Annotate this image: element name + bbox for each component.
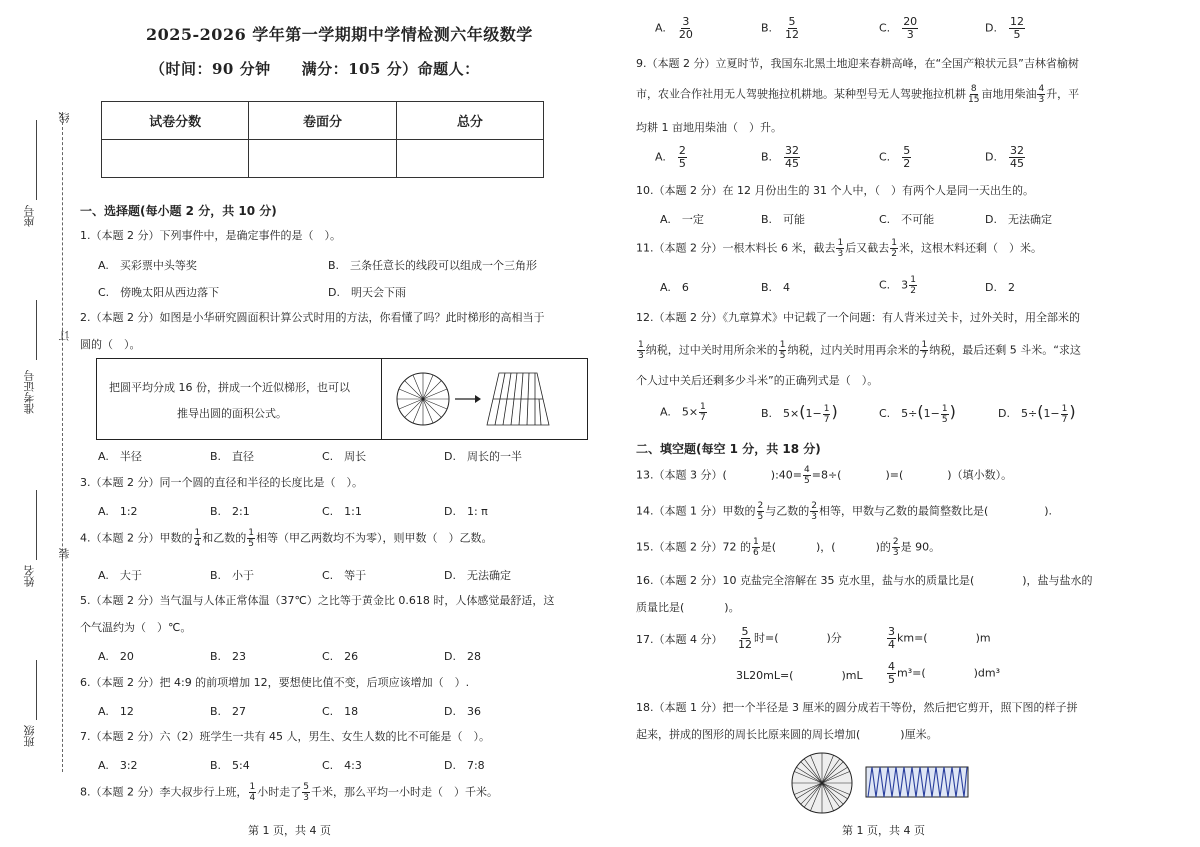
q10-option-b[interactable]: B. 可能: [761, 213, 806, 226]
q13-text-s3: )=(: [885, 468, 904, 482]
q9-stem-line3: 均耕 1 亩地用柴油（ ）升。: [636, 121, 782, 134]
q11-stem: [636, 238, 1042, 259]
q8-option-c[interactable]: [879, 16, 919, 41]
q8-option-a-letter: A.: [655, 21, 666, 35]
q12-option-b[interactable]: B. 5×(1− $\frac{1}{7}$ ): [761, 402, 838, 425]
q12-text-b: 纳税，过内关时用再余米的: [787, 343, 920, 357]
q11-frac2-num: 1: [891, 238, 897, 248]
q10-option-a[interactable]: A. 一定: [660, 213, 704, 226]
q8-option-c-letter: C.: [879, 21, 891, 35]
q15-text-mid2: )，(: [816, 540, 836, 554]
q15-text-post: 是 90。: [900, 540, 941, 554]
q11-frac2-den: 2: [891, 249, 897, 259]
q9-option-d-den: 45: [1009, 157, 1024, 170]
q15-text-mid3: )的: [875, 540, 891, 554]
q7-option-c[interactable]: C. 4:3: [322, 759, 362, 772]
q4-frac1-den: 4: [194, 539, 201, 549]
q3-option-c[interactable]: C. 1:1: [322, 505, 362, 518]
q7-option-b[interactable]: B. 5:4: [210, 759, 250, 772]
q9-option-b-num: 32: [785, 144, 800, 157]
q17-label: 17.（本题 4 分）: [636, 633, 723, 646]
q9-option-b[interactable]: [761, 145, 801, 170]
q13-text-s2: =8÷(: [811, 468, 842, 482]
q17-item-3: [736, 669, 863, 683]
q8-option-a-num: 3: [682, 15, 690, 28]
q12-option-b-den: 7: [823, 414, 830, 425]
q11-option-a[interactable]: A. 6: [660, 281, 689, 294]
q13-text-s4: )（填小数）。: [947, 468, 1013, 482]
q4-option-d[interactable]: D. 无法确定: [444, 569, 511, 582]
divided-circle-icon: [792, 753, 852, 813]
q3-stem: 3.（本题 2 分）同一个圆的直径和半径的长度比是（ ）。: [80, 476, 363, 489]
q9-stem-line2: [636, 84, 1079, 105]
q17-item-4: [886, 661, 1000, 686]
q12-option-c-num: 1: [941, 403, 948, 414]
margin-mark-xian: 线: [58, 112, 71, 123]
q12-option-a-num: 1: [700, 402, 706, 412]
score-cell-total[interactable]: [396, 140, 543, 178]
q17-item-1: [736, 626, 842, 651]
q17-item-2: [886, 626, 991, 651]
q16-stem-line2: [636, 601, 740, 615]
q11-text-mid: 后又截去: [845, 241, 890, 255]
q2-figure-box: [96, 358, 588, 440]
q8-text-pre: 8.（本题 2 分）李大叔步行上班，: [80, 785, 248, 799]
q14-text-pre: 14.（本题 1 分）甲数的: [636, 504, 756, 518]
q14-text-end: ).: [1044, 504, 1053, 518]
q11-option-d[interactable]: D. 2: [985, 281, 1015, 294]
q9-text-mid: 亩地用柴油: [981, 87, 1037, 101]
q9-option-d-num: 32: [1009, 144, 1024, 157]
q9-option-a-letter: A.: [655, 150, 666, 164]
q8-option-d[interactable]: [985, 16, 1026, 41]
seat-label: 座号: [23, 205, 36, 227]
q1-option-a[interactable]: A. 买彩票中头等奖: [98, 259, 197, 272]
score-header-paper: 试卷分数: [102, 102, 249, 140]
q1-option-b[interactable]: B. 三条任意长的线段可以组成一个三角形: [328, 259, 538, 272]
q16-text-a: 16.（本题 2 分）10 克盐完全溶解在 35 克水里，盐与水的质量比是(: [636, 574, 975, 587]
q12-option-d-paren-open: (: [1037, 402, 1044, 421]
q15-frac2-num: 2: [892, 537, 899, 547]
margin-mark-zhuang: 装: [58, 548, 71, 559]
q8-frac1-num: 1: [249, 782, 256, 792]
q11-frac1-num: 1: [837, 238, 844, 248]
q3-option-b[interactable]: B. 2:1: [210, 505, 250, 518]
q16-stem-line1: [636, 574, 1093, 588]
q12-option-a-text: A. 5×: [660, 405, 699, 419]
q2-description-cell: [97, 359, 382, 439]
q12-option-a[interactable]: [660, 402, 708, 423]
q16-text-d: )。: [724, 601, 740, 614]
q14-stem: [636, 501, 1052, 522]
q8-option-a-den: 20: [678, 28, 693, 41]
q4-frac2-den: 5: [248, 539, 254, 549]
q13-frac-num: 4: [804, 465, 810, 475]
q9-option-c-letter: C.: [879, 150, 891, 164]
q17-text-1b: )分: [826, 631, 842, 645]
q18-illustration: [788, 752, 978, 816]
q11-option-c-num: 1: [910, 275, 916, 285]
q4-text-mid: 和乙数的: [202, 531, 247, 545]
q12-option-d-paren-close: ): [1069, 402, 1076, 421]
q9-text-pre: 市，农业合作社用无人驾驶拖拉机耕地。某种型号无人驾驶拖拉机耕: [636, 87, 966, 101]
q17-frac1-num: 5: [741, 625, 749, 638]
q9-option-b-letter: B.: [761, 150, 773, 164]
seat-underline[interactable]: [36, 120, 37, 200]
q8-option-b-den: 12: [785, 28, 800, 41]
q8-option-b-letter: B.: [761, 21, 773, 35]
q9-stem-line1: 9.（本题 2 分）立夏时节，我国东北黑土地迎来春耕高峰，在“全国产粮状元县”吉林省榆树: [636, 57, 1079, 70]
q14-frac1-num: 2: [757, 501, 764, 511]
q12-option-c-paren-close: ): [949, 402, 956, 421]
section-1-title: 一、选择题(每小题 2 分，共 10 分): [80, 204, 277, 218]
class-underline[interactable]: [36, 660, 37, 720]
divided-circle-icon: [397, 373, 449, 425]
q2-option-c[interactable]: C. 周长: [322, 450, 367, 463]
q12-option-c[interactable]: C. 5÷(1− $\frac{1}{5}$ ): [879, 402, 956, 425]
exam-subtitle: （时间：90 分钟 满分：105 分）命题人：: [150, 60, 480, 78]
q5-option-c[interactable]: C. 26: [322, 650, 359, 663]
q8-frac2-den: 3: [303, 793, 309, 803]
footer-page-right: 第 1 页，共 4 页: [842, 824, 925, 837]
q12-frac2-num: 1: [779, 340, 786, 350]
name-underline[interactable]: [36, 490, 37, 560]
q7-option-d[interactable]: D. 7:8: [444, 759, 485, 772]
q8-option-c-den: 3: [906, 28, 914, 41]
q12-frac3-num: 1: [921, 340, 928, 350]
q6-option-b[interactable]: B. 27: [210, 705, 247, 718]
q17-text-1a: 时=(: [754, 631, 779, 645]
q17-text-2d: )dm³: [973, 666, 1001, 680]
q5-stem-line2: 个气温约为（ ）℃。: [80, 621, 192, 634]
q12-option-b-num: 1: [823, 403, 830, 414]
q2-option-d[interactable]: D. 周长的一半: [444, 450, 522, 463]
q9-frac1-den: 15: [968, 95, 980, 105]
q17-text-1c: km=(: [897, 631, 928, 645]
q4-frac1-num: 1: [194, 528, 201, 538]
q4-text-pre: 4.（本题 2 分）甲数的: [80, 531, 193, 545]
q9-option-c-num: 5: [903, 144, 911, 157]
q15-frac1-den: 6: [752, 548, 759, 558]
q12-option-b-paren-close: ): [831, 402, 838, 421]
q8-option-d-letter: D.: [985, 21, 997, 35]
q14-frac2-den: 3: [811, 512, 817, 522]
q4-option-a[interactable]: A. 大于: [98, 569, 142, 582]
score-cell-paper[interactable]: [102, 140, 249, 178]
q12-text-c: 纳税，最后还剩 5 斗米。“求这: [929, 343, 1081, 357]
q17-frac3-num: 4: [888, 660, 895, 673]
q4-frac2-num: 1: [248, 528, 254, 538]
q5-option-d[interactable]: D. 28: [444, 650, 481, 663]
q17-frac3-den: 5: [888, 673, 895, 686]
footer-page-left: 第 1 页，共 4 页: [248, 824, 331, 837]
q11-text-pre: 11.（本题 2 分）一根木料长 6 米，截去: [636, 241, 836, 255]
score-cell-neatness[interactable]: [249, 140, 396, 178]
q1-option-d[interactable]: D. 明天会下雨: [328, 286, 406, 299]
q11-option-c-text: C. 3: [879, 278, 909, 292]
q18-stem-line1: 18.（本题 1 分）把一个半径是 3 厘米的圆分成若干等份，然后把它剪开，照下图的样子拼: [636, 701, 1078, 714]
q8-option-b[interactable]: [761, 16, 801, 41]
q12-option-d-den: 7: [1061, 414, 1068, 425]
q13-stem: [636, 465, 1012, 486]
exam-title: 2025-2026 学年第一学期期中学情检测六年级数学: [146, 25, 533, 44]
q11-option-c[interactable]: [879, 275, 918, 296]
q14-frac2-num: 2: [811, 501, 817, 511]
q12-option-c-paren-open: (: [917, 402, 924, 421]
q4-option-b[interactable]: B. 小于: [210, 569, 255, 582]
q9-option-d-letter: D.: [985, 150, 997, 164]
exam-id-underline[interactable]: [36, 300, 37, 360]
q15-frac2-den: 3: [892, 548, 899, 558]
q8-option-c-num: 20: [903, 15, 918, 28]
q8-option-d-den: 5: [1013, 28, 1021, 41]
q10-option-d[interactable]: D. 无法确定: [985, 213, 1052, 226]
q3-option-a[interactable]: A. 1:2: [98, 505, 138, 518]
q9-option-c[interactable]: [879, 145, 912, 170]
rearranged-rectangle-icon: [866, 767, 968, 797]
margin-mark-ding: 订: [58, 330, 71, 341]
q2-box-line1: 把圆平均分成 16 份，拼成一个近似梯形，也可以: [109, 381, 350, 394]
q11-option-b[interactable]: B. 4: [761, 281, 791, 294]
q10-option-c[interactable]: C. 不可能: [879, 213, 935, 226]
q17-text-2b: )mL: [841, 669, 863, 682]
q17-frac2-den: 4: [888, 638, 895, 651]
q15-stem: [636, 537, 940, 558]
q12-frac1-den: 3: [638, 351, 644, 361]
q8-frac1-den: 4: [249, 793, 256, 803]
q8-text-mid: 小时走了: [257, 785, 302, 799]
q14-text-mid: 与乙数的: [765, 504, 810, 518]
q6-stem: 6.（本题 2 分）把 4:9 的前项增加 12，要想使比值不变，后项应该增加（ ）.: [80, 676, 470, 689]
q8-option-a[interactable]: [655, 16, 695, 41]
q5-option-a[interactable]: A. 20: [98, 650, 134, 663]
q14-text-post: 相等，甲数与乙数的最简整数比是(: [818, 504, 989, 518]
arrow-right-icon: [455, 395, 481, 403]
q15-text-mid: 是(: [760, 540, 777, 554]
q8-text-post: 千米，那么平均一小时走（ ）千米。: [310, 785, 498, 799]
q7-option-a[interactable]: A. 3:2: [98, 759, 138, 772]
q13-frac-den: 5: [804, 476, 810, 486]
q9-text-post: 升，平: [1046, 87, 1080, 101]
q12-option-b-text: B. 5×: [761, 407, 800, 420]
q7-stem: 7.（本题 2 分）六（2）班学生一共有 45 人，男生、女生人数的比不可能是（ ）。: [80, 730, 490, 743]
q17-frac2-num: 3: [888, 625, 895, 638]
score-header-total: 总分: [396, 102, 543, 140]
q9-option-c-den: 2: [903, 157, 911, 170]
q8-frac2-num: 5: [303, 782, 309, 792]
section-2-title: 二、填空题(每空 1 分，共 18 分): [636, 442, 821, 456]
q12-option-a-den: 7: [700, 413, 706, 423]
q12-option-d[interactable]: D. 5÷(1− $\frac{1}{7}$ ): [998, 402, 1076, 425]
q10-stem: 10.（本题 2 分）在 12 月份出生的 31 个人中，（ ）有两个人是同一天出生的。: [636, 184, 1034, 197]
q12-stem-line1: 12.（本题 2 分）《九章算术》中记载了一个问题：有人背米过关卡，过外关时，用全部米的: [636, 311, 1080, 324]
class-label: 班级: [23, 725, 36, 747]
score-header-neatness: 卷面分: [249, 102, 396, 140]
q9-option-a-den: 5: [678, 157, 686, 170]
score-table: [101, 101, 544, 178]
q12-option-b-paren-open: (: [799, 402, 806, 421]
q2-option-a[interactable]: A. 半径: [98, 450, 142, 463]
q16-text-b: )，盐与盐水的: [1022, 574, 1093, 587]
q9-frac2-num: 4: [1038, 84, 1045, 94]
q13-text-s1: ):40=: [770, 468, 802, 482]
exam-id-label: 准考证号: [23, 370, 36, 414]
q9-option-a[interactable]: [655, 145, 688, 170]
binding-dashed-line: [62, 112, 63, 772]
q1-stem: 1.（本题 2 分）下列事件中，是确定事件的是（ ）。: [80, 229, 341, 242]
q6-option-a[interactable]: A. 12: [98, 705, 134, 718]
q15-text-pre: 15.（本题 2 分）72 的: [636, 540, 751, 554]
q17-text-1d: )m: [975, 631, 991, 645]
q11-option-c-den: 2: [910, 286, 916, 296]
q16-text-c: 质量比是(: [636, 601, 685, 614]
q1-option-c[interactable]: C. 傍晚太阳从西边落下: [98, 286, 220, 299]
q12-stem-line3: 个人过中关后还剩多少斗米”的正确列式是（ ）。: [636, 374, 879, 387]
q11-frac1-den: 3: [837, 249, 844, 259]
q2-option-b[interactable]: B. 直径: [210, 450, 255, 463]
q18-text-b: )厘米。: [900, 728, 938, 741]
q9-frac1-num: 8: [970, 84, 977, 94]
q5-option-b[interactable]: B. 23: [210, 650, 247, 663]
q9-option-a-num: 2: [678, 144, 686, 157]
q11-text-post: 米，这根木料还剩（ ）米。: [898, 241, 1042, 255]
q17-text-2c: m³=(: [897, 666, 926, 680]
q17-text-2a: 3L20mL=(: [736, 669, 794, 682]
q9-option-b-den: 45: [785, 157, 800, 170]
trapezoid-icon: [487, 373, 549, 425]
q18-text-a: 起来，拼成的图形的周长比原来圆的周长增加(: [636, 728, 861, 741]
q12-option-c-den: 5: [941, 414, 948, 425]
q5-stem-line1: 5.（本题 2 分）当气温与人体正常体温（37℃）之比等于黄金比 0.618 时，人体感觉最舒适，这: [80, 594, 555, 607]
q9-frac2-den: 3: [1038, 95, 1045, 105]
q6-option-d[interactable]: D. 36: [444, 705, 481, 718]
q18-stem-line2: [636, 728, 938, 742]
q4-option-c[interactable]: C. 等于: [322, 569, 367, 582]
q12-frac1-num: 1: [638, 340, 644, 350]
q12-option-c-text: C. 5÷: [879, 407, 918, 420]
q12-option-d-num: 1: [1061, 403, 1068, 414]
q9-option-d[interactable]: [985, 145, 1026, 170]
q15-frac1-num: 1: [752, 537, 759, 547]
q14-frac1-den: 5: [757, 512, 764, 522]
q8-stem: [80, 782, 498, 803]
q12-frac3-den: 7: [921, 351, 928, 361]
q2-stem-line1: 2.（本题 2 分）如图是小华研究圆面积计算公式时用的方法，你看懂了吗？此时梯形的高相当于: [80, 311, 545, 324]
q17-frac1-den: 12: [738, 638, 752, 651]
q12-text-a: 纳税，过中关时用所余米的: [645, 343, 778, 357]
q8-option-d-num: 12: [1009, 15, 1024, 28]
name-label: 姓名: [23, 565, 36, 587]
q12-stem-line2: [636, 340, 1081, 361]
q4-text-post: 相等（甲乙两数均不为零），则甲数（ ）乙数。: [255, 531, 493, 545]
q13-text-pre: 13.（本题 3 分）(: [636, 468, 727, 482]
q4-stem: [80, 528, 492, 549]
q3-option-d[interactable]: D. 1: π: [444, 505, 488, 518]
q2-box-line2: 推导出圆的面积公式。: [177, 407, 287, 420]
q2-stem-line2: 圆的（ ）。: [80, 338, 141, 351]
q12-option-d-text: D. 5÷: [998, 407, 1038, 420]
q12-frac2-den: 5: [779, 351, 786, 361]
q6-option-c[interactable]: C. 18: [322, 705, 359, 718]
q8-option-b-num: 5: [788, 15, 796, 28]
q2-circle-to-trapezoid-illustration: [389, 365, 579, 433]
